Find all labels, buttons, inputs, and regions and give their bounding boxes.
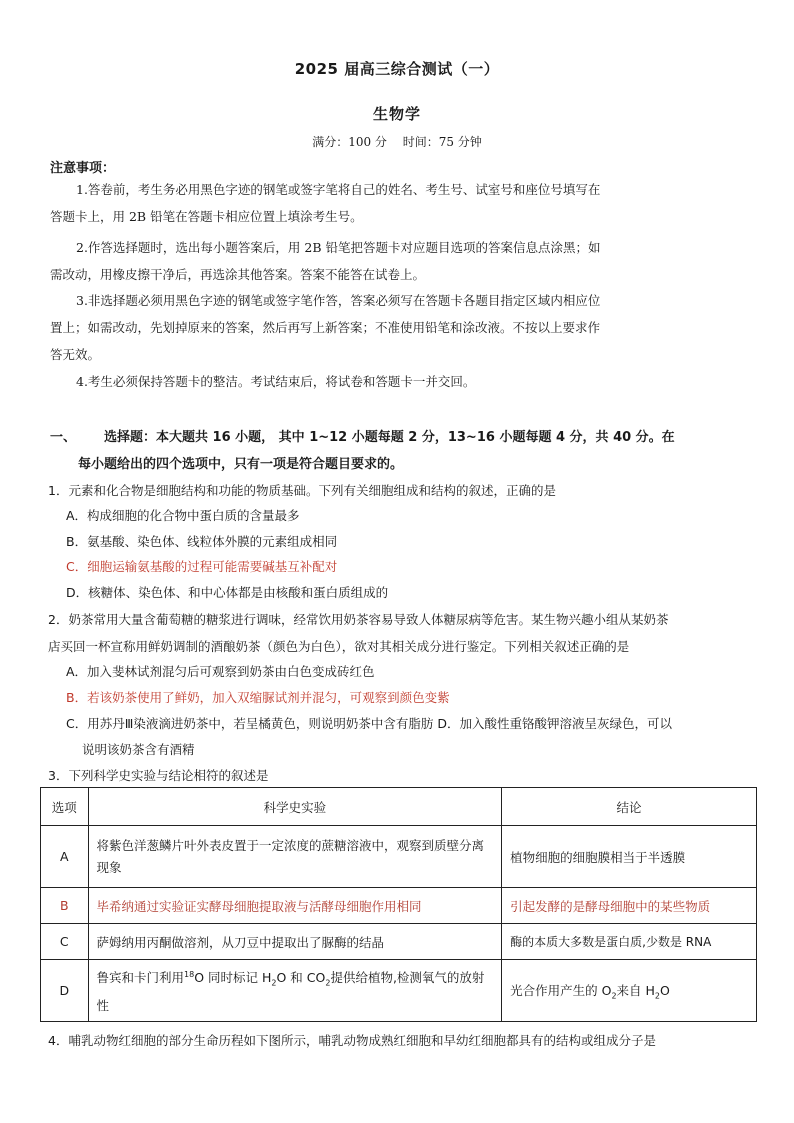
- row-d-exp-text: O 同时标记 H: [194, 970, 272, 986]
- q1-option-c: C．细胞运输氨基酸的过程可能需要碱基互补配对: [66, 559, 338, 574]
- row-d-con-text: O: [660, 982, 670, 998]
- subscript: 2: [654, 991, 661, 1001]
- notice-heading: 注意事项：: [50, 161, 116, 176]
- notice-4: 4.考生必须保持答题卡的整洁。考试结束后，将试卷和答题卡一并交回。: [76, 374, 476, 389]
- notice-1b: 答题卡上，用 2B 铅笔在答题卡相应位置上填涂考生号。: [50, 209, 363, 224]
- table-row: [41, 924, 757, 960]
- q2-stem-1: 2．奶茶常用大量含葡萄糖的糖浆进行调味，经常饮用奶茶容易导致人体糖尿病等危害。某生物兴趣小组从某奶茶: [48, 612, 669, 627]
- q4-stem: 4．哺乳动物红细胞的部分生命历程如下图所示，哺乳动物成熟红细胞和早幼红细胞都具有的结构或组成分子是: [48, 1033, 656, 1048]
- row-d-con-text: 来自 H: [616, 982, 655, 998]
- row-b-option: B: [41, 888, 89, 924]
- row-a-experiment: 将紫色洋葱鳞片叶外表皮置于一定浓度的蔗糖溶液中，观察到质壁分离现象: [88, 826, 502, 888]
- notice-2a: 2.作答选择题时，选出每小题答案后，用 2B 铅笔把答题卡对应题目选项的答案信息点涂黑；如: [76, 240, 601, 255]
- row-a-option: A: [41, 826, 89, 888]
- subscript: 2: [611, 991, 617, 1001]
- q1-option-a: A．构成细胞的化合物中蛋白质的含量最多: [66, 508, 300, 523]
- col-header-experiment: 科学史实验: [88, 788, 502, 826]
- subscript: 2: [271, 978, 277, 988]
- subscript: 2: [325, 978, 331, 988]
- row-b-conclusion: 引起发酵的是酵母细胞中的某些物质: [502, 888, 757, 924]
- q1-option-d: D．核糖体、染色体、和中心体都是由核酸和蛋白质组成的: [66, 585, 389, 600]
- row-d-exp-text: 提供给植物,检测氧气的放射性: [96, 970, 485, 1013]
- q3-table: [40, 787, 757, 1022]
- notice-3a: 3.非选择题必须用黑色字迹的钢笔或签字笔作答，答案必须写在答题卡各题目指定区域内相应位: [76, 293, 601, 308]
- col-header-option: 选项: [41, 788, 89, 826]
- notice-3b: 置上；如需改动，先划掉原来的答案，然后再写上新答案；不准使用铅笔和涂改液。不按以上要求作: [50, 320, 601, 335]
- q1-option-b: B．氨基酸、染色体、线粒体外膜的元素组成相同: [66, 534, 338, 549]
- col-header-conclusion: 结论: [502, 788, 757, 826]
- row-d-conclusion: [502, 960, 757, 1022]
- row-a-conclusion: 植物细胞的细胞膜相当于半透膜: [502, 826, 757, 888]
- table-row: [41, 960, 757, 1022]
- table-header-row: [41, 788, 757, 826]
- row-d-option: D: [41, 960, 89, 1022]
- exam-title: 2025 届高三综合测试（一）: [294, 60, 500, 78]
- row-d-exp-text: 鲁宾和卡门利用: [96, 970, 185, 986]
- section-instruction-2: 每小题给出的四个选项中，只有一项是符合题目要求的。: [78, 457, 404, 472]
- notice-2b: 需改动，用橡皮擦干净后，再选涂其他答案。答案不能答在试卷上。: [50, 267, 426, 282]
- row-d-con-text: 光合作用产生的 O: [510, 982, 612, 998]
- notice-1a: 1.答卷前，考生务必用黑色字迹的钢笔或签字笔将自己的姓名、考生号、试室号和座位号填写在: [76, 182, 601, 197]
- subject-title: 生物学: [372, 105, 421, 123]
- section-instruction-1: 选择题：本大题共 16 小题， 其中 1~12 小题每题 2 分，13~16 小题每题 4 分，共 40 分。在: [104, 430, 675, 445]
- q2-option-a: A．加入斐林试剂混匀后可观察到奶茶由白色变成砖红色: [66, 664, 375, 679]
- q2-option-d-cont: 说明该奶茶含有酒精: [82, 742, 195, 757]
- row-c-conclusion: 酶的本质大多数是蛋白质,少数是 RNA: [502, 924, 757, 960]
- q3-stem: 3．下列科学史实验与结论相符的叙述是: [48, 768, 269, 783]
- score-time-info: 满分：100 分 时间：75 分钟: [312, 135, 482, 149]
- isotope-superscript: 18: [184, 970, 195, 980]
- section-number: 一、: [50, 430, 77, 445]
- q1-stem: 1．元素和化合物是细胞结构和功能的物质基础。下列有关细胞组成和结构的叙述，正确的是: [48, 483, 556, 498]
- row-d-experiment: [88, 960, 502, 1022]
- table-row: [41, 826, 757, 888]
- q2-option-cd: C．用苏丹Ⅲ染液滴进奶茶中，若呈橘黄色，则说明奶茶中含有脂肪 D．加入酸性重铬酸钾溶液呈灰绿色，可以: [66, 716, 672, 731]
- q2-option-b: B．若该奶茶使用了鲜奶，加入双缩脲试剂并混匀，可观察到颜色变紫: [66, 690, 450, 705]
- notice-3c: 答无效。: [50, 347, 101, 362]
- row-c-experiment: 萨姆纳用丙酮做溶剂，从刀豆中提取出了脲酶的结晶: [88, 924, 502, 960]
- row-b-experiment: 毕希纳通过实验证实酵母细胞提取液与活酵母细胞作用相同: [88, 888, 502, 924]
- row-d-exp-text: O 和 CO: [276, 970, 326, 986]
- row-c-option: C: [41, 924, 89, 960]
- table-row: [41, 888, 757, 924]
- q2-stem-2: 店买回一杯宣称用鲜奶调制的酒酿奶茶（颜色为白色），欲对其相关成分进行鉴定。下列相关叙述正确的是: [48, 639, 630, 654]
